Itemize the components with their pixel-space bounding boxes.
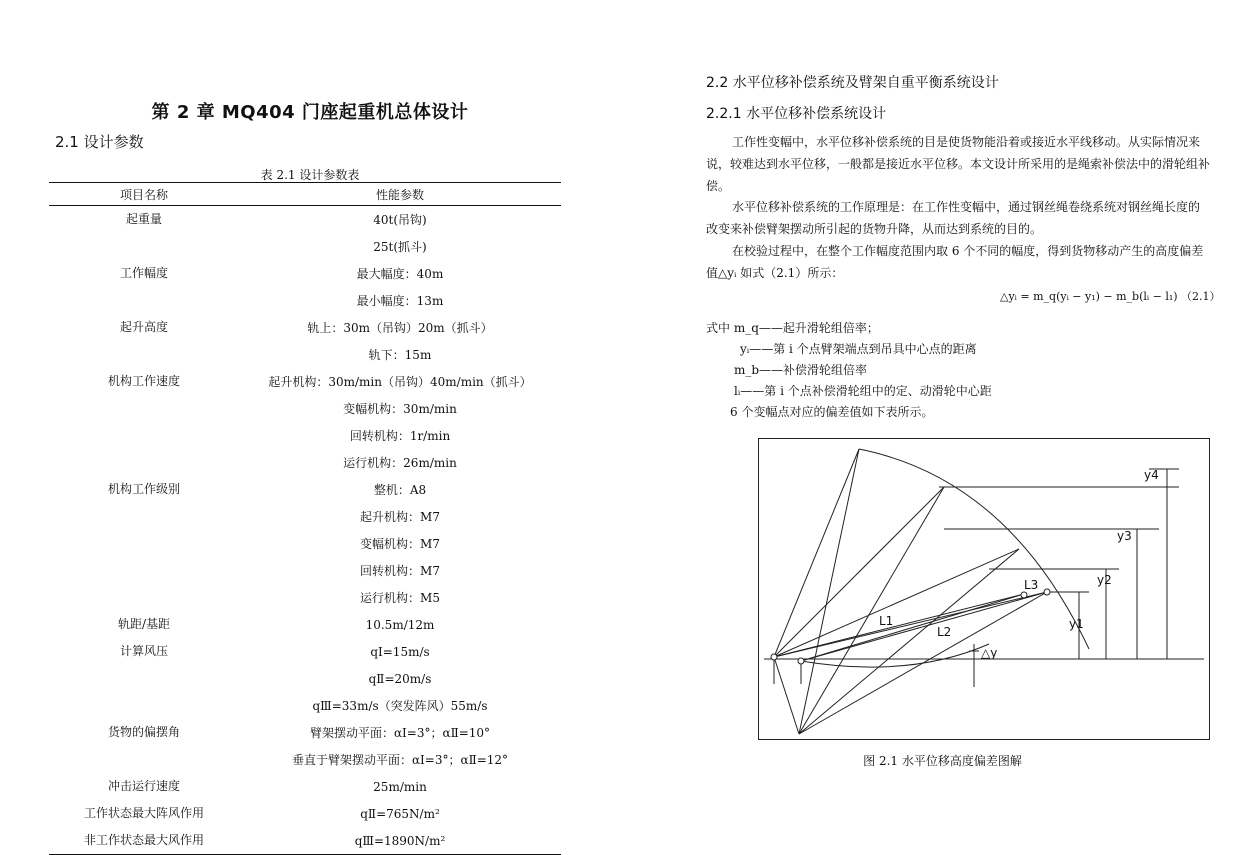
table-row (49, 314, 561, 341)
parameter-value: qⅡ=20m/s (368, 671, 432, 686)
figure-frame (758, 438, 1210, 740)
table-row (49, 827, 561, 855)
label-L1: L1 (879, 614, 894, 628)
table-row (49, 260, 561, 287)
parameter-value: 最小幅度：13m (356, 294, 444, 308)
parameter-value: 运行机构：26m/min (343, 456, 457, 470)
parameter-name: 计算风压 (119, 644, 168, 658)
parameters-table (49, 182, 561, 855)
parameter-value: qⅢ=33m/s（突发阵风）55m/s (312, 699, 488, 713)
table-header-row (49, 183, 561, 206)
definition-item: 式中 m_q——起升滑轮组倍率； (706, 321, 879, 335)
table-row (49, 800, 561, 827)
table-row (49, 665, 561, 692)
parameter-value: 垂直于臂架摆动平面：αⅠ=3°；αⅡ=12° (291, 753, 509, 767)
label-y1: y1 (1069, 617, 1084, 631)
table-row (49, 719, 561, 746)
parameter-value: qⅠ=15m/s (370, 644, 430, 659)
label-delta-y: △y (981, 646, 998, 660)
left-page (0, 0, 620, 855)
parameter-value: 40t(吊钩) (373, 213, 427, 227)
definition-item: m_b——补偿滑轮组倍率 (734, 363, 868, 377)
column-header: 项目名称 (49, 183, 239, 206)
parameter-name: 工作幅度 (119, 266, 168, 280)
table-caption: 表 2.1 设计参数表 (260, 168, 360, 182)
table-row (49, 341, 561, 368)
paragraph: 在校验过程中，在整个工作幅度范围内取 6 个不同的幅度，得到货物移动产生的高度偏差值△yᵢ 如式（2.1）所示： (706, 244, 1204, 280)
parameter-value: 起升机构：30m/min（吊钩）40m/min（抓斗） (268, 375, 532, 389)
parameter-name (49, 422, 239, 449)
parameter-name: 轨距/基距 (117, 617, 171, 631)
parameter-value: 运行机构：M5 (360, 591, 440, 605)
table-row (49, 422, 561, 449)
parameter-name (49, 233, 239, 260)
table-row (49, 557, 561, 584)
parameter-value: 10.5m/12m (365, 617, 435, 632)
right-page (640, 0, 1245, 855)
label-y4: y4 (1144, 468, 1159, 482)
label-L3: L3 (1024, 578, 1039, 592)
boom-arc (859, 449, 1089, 649)
parameter-name (49, 746, 239, 773)
parameter-name (49, 503, 239, 530)
table-row (49, 584, 561, 611)
parameter-value: 变幅机构：M7 (360, 537, 440, 551)
table-row (49, 287, 561, 314)
paragraph: 水平位移补偿系统的工作原理是：在工作性变幅中，通过钢丝绳卷绕系统对钢丝绳长度的改变来补偿臂架摆动所引起的货物升降，从而达到系统的目的。 (706, 200, 1201, 236)
parameter-value: qⅡ=765N/m² (360, 806, 440, 821)
parameter-name (49, 287, 239, 314)
parameter-name (49, 692, 239, 719)
table-row (49, 611, 561, 638)
parameter-name (49, 584, 239, 611)
parameter-value: 回转机构：1r/min (349, 429, 451, 443)
label-L2: L2 (937, 625, 952, 639)
parameter-value: 变幅机构：30m/min (343, 402, 457, 416)
parameter-name: 机构工作速度 (107, 374, 180, 388)
figure-caption: 图 2.1 水平位移高度偏差图解 (863, 754, 1022, 768)
parameter-name: 货物的偏摆角 (107, 725, 180, 739)
parameter-name (49, 449, 239, 476)
definition-item: yᵢ——第 i 个点臂架端点到吊具中心点的距离 (740, 342, 977, 356)
pulley (798, 658, 804, 664)
table-row (49, 449, 561, 476)
parameter-value: 最大幅度：40m (356, 267, 444, 281)
subsection-title: 2.2.1 水平位移补偿系统设计 (706, 106, 887, 122)
table-row (49, 773, 561, 800)
table-row (49, 638, 561, 665)
column-header: 性能参数 (239, 183, 561, 206)
parameter-value: 起升机构：M7 (360, 510, 440, 524)
parameter-value: 臂架摆动平面：αⅠ=3°；αⅡ=10° (309, 726, 491, 740)
table-row (49, 476, 561, 503)
parameter-name: 起升高度 (119, 320, 168, 334)
formula-number: （2.1） (1181, 290, 1221, 303)
table-row (49, 395, 561, 422)
table-row (49, 368, 561, 395)
table-row (49, 503, 561, 530)
parameter-value: 25t(抓斗) (373, 240, 427, 254)
parameter-name: 非工作状态最大风作用 (49, 827, 239, 855)
parameter-name (49, 557, 239, 584)
definition-item: 6 个变幅点对应的偏差值如下表所示。 (730, 405, 934, 419)
definition-item: lᵢ——第 i 个点补偿滑轮组中的定、动滑轮中心距 (734, 384, 992, 398)
label-y2: y2 (1097, 573, 1112, 587)
parameter-name: 机构工作级别 (107, 482, 180, 496)
parameter-value: 整机：A8 (373, 483, 427, 497)
section-title-2-2: 2.2 水平位移补偿系统及臂架自重平衡系统设计 (706, 75, 999, 91)
parameter-name: 工作状态最大阵风作用 (83, 806, 204, 820)
parameter-name (49, 395, 239, 422)
table-row (49, 206, 561, 234)
definitions-list (706, 318, 992, 423)
table-row (49, 692, 561, 719)
parameter-value: 回转机构：M7 (360, 564, 440, 578)
rope-line (801, 592, 1047, 661)
paragraph: 工作性变幅中，水平位移补偿系统的目是使货物能沿着或接近水平线移动。从实际情况来说，较难达到水平位移，一般都是接近水平位移。本文设计所采用的是绳索补偿法中的滑轮组补偿。 (706, 135, 1211, 193)
horizontal-displacement-diagram (759, 439, 1209, 739)
table-row (49, 746, 561, 773)
pulley (771, 654, 777, 660)
chapter-title: 第 2 章 MQ404 门座起重机总体设计 (151, 102, 469, 123)
parameter-name: 起重量 (125, 212, 162, 226)
parameter-value: 25m/min (373, 779, 427, 794)
formula-body: △yᵢ = m_q(yᵢ − y₁) − m_b(lᵢ − l₁) (1000, 290, 1178, 303)
table-row (49, 530, 561, 557)
section-title: 2.1 设计参数 (55, 133, 144, 151)
table-body (49, 206, 561, 855)
label-y3: y3 (1117, 529, 1132, 543)
parameter-name (49, 341, 239, 368)
parameter-value: qⅢ=1890N/m² (239, 827, 561, 855)
parameter-name: 冲击运行速度 (107, 779, 180, 793)
parameter-value: 轨下：15m (368, 348, 432, 362)
pulley (1044, 589, 1050, 595)
formula (1000, 288, 1221, 304)
pulley (1021, 592, 1027, 598)
parameter-name (49, 530, 239, 557)
parameter-name (49, 665, 239, 692)
parameter-value: 轨上：30m（吊钩）20m（抓斗） (307, 321, 493, 335)
table-row (49, 233, 561, 260)
